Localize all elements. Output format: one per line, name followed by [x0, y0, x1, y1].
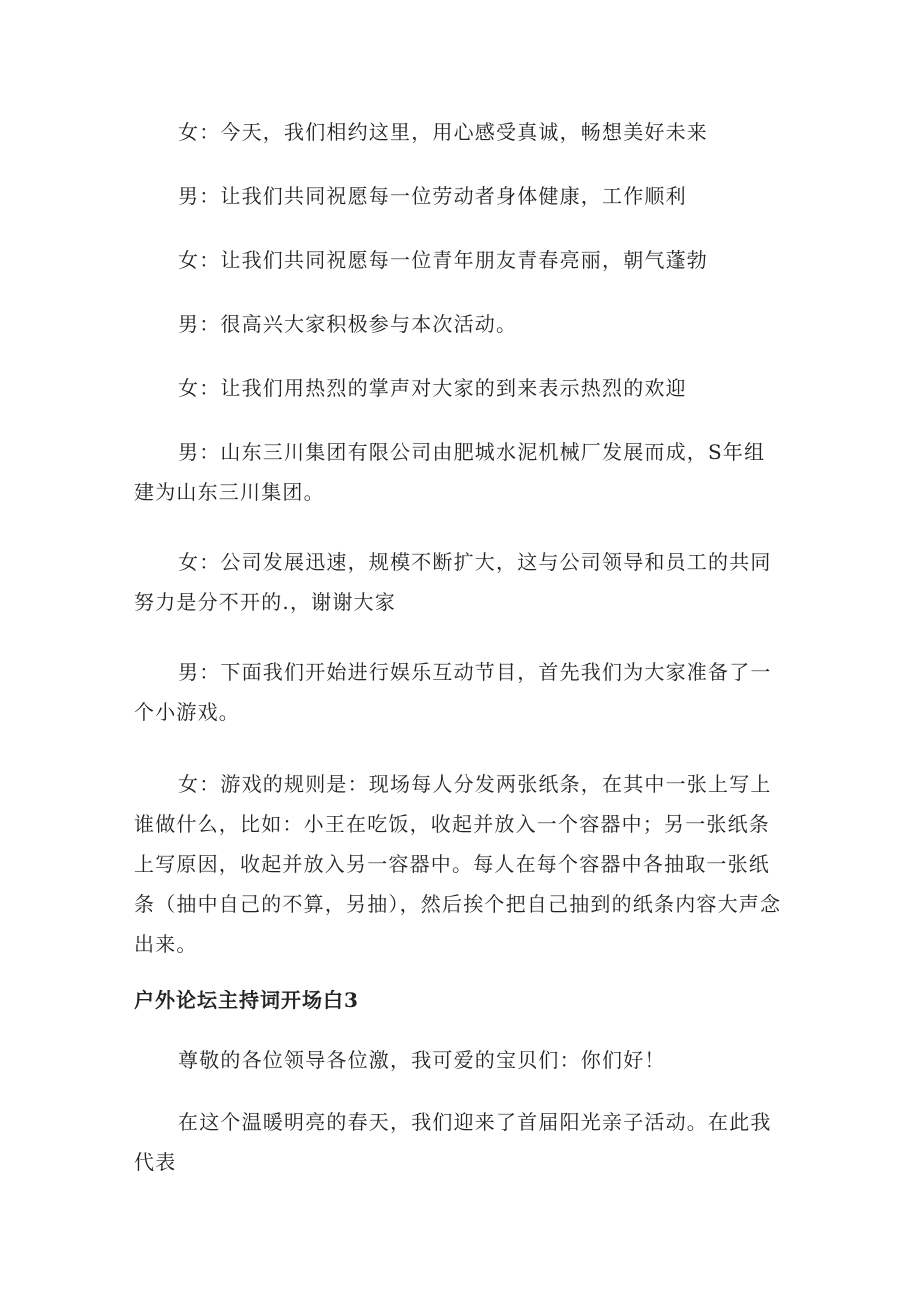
dialogue-paragraph-6: 男：山东三川集团有限公司由肥城水泥机械厂发展而成，S年组建为山东三川集团。 — [134, 440, 766, 504]
dialogue-paragraph-3: 女：让我们共同祝愿每一位青年朋友青春亮丽，朝气蓬勃 — [178, 248, 708, 272]
section-heading: 户外论坛主持词开场白3 — [134, 988, 359, 1012]
dialogue-paragraph-8: 男：下面我们开始进行娱乐互动节目，首先我们为大家准备了一个小游戏。 — [134, 660, 772, 724]
section-paragraph-1: 尊敬的各位领导各位激，我可爱的宝贝们：你们好！ — [178, 1048, 666, 1072]
section-paragraph-2: 在这个温暖明亮的春天，我们迎来了首届阳光亲子活动。在此我代表 — [134, 1110, 772, 1174]
dialogue-paragraph-1: 女：今天，我们相约这里，用心感受真诚，畅想美好未来 — [178, 120, 708, 144]
dialogue-paragraph-9: 女：游戏的规则是：现场每人分发两张纸条，在其中一张上写上谁做什么，比如：小王在吃饭，收起并放入一个容器中；另一张纸条上写原因，收起并放入另一容器中。每人在每个容器中各抽取一张纸条（抽中自己的不算，另抽），然后挨个把自己抽到的纸条内容大声念出来。 — [134, 772, 782, 956]
dialogue-paragraph-4: 男：很高兴大家积极参与本次活动。 — [178, 312, 518, 336]
dialogue-paragraph-2: 男：让我们共同祝愿每一位劳动者身体健康，工作顺利 — [178, 184, 687, 208]
dialogue-paragraph-7: 女：公司发展迅速，规模不断扩大，这与公司领导和员工的共同努力是分不开的.，谢谢大家 — [134, 550, 772, 614]
dialogue-paragraph-5: 女：让我们用热烈的掌声对大家的到来表示热烈的欢迎 — [178, 376, 687, 400]
